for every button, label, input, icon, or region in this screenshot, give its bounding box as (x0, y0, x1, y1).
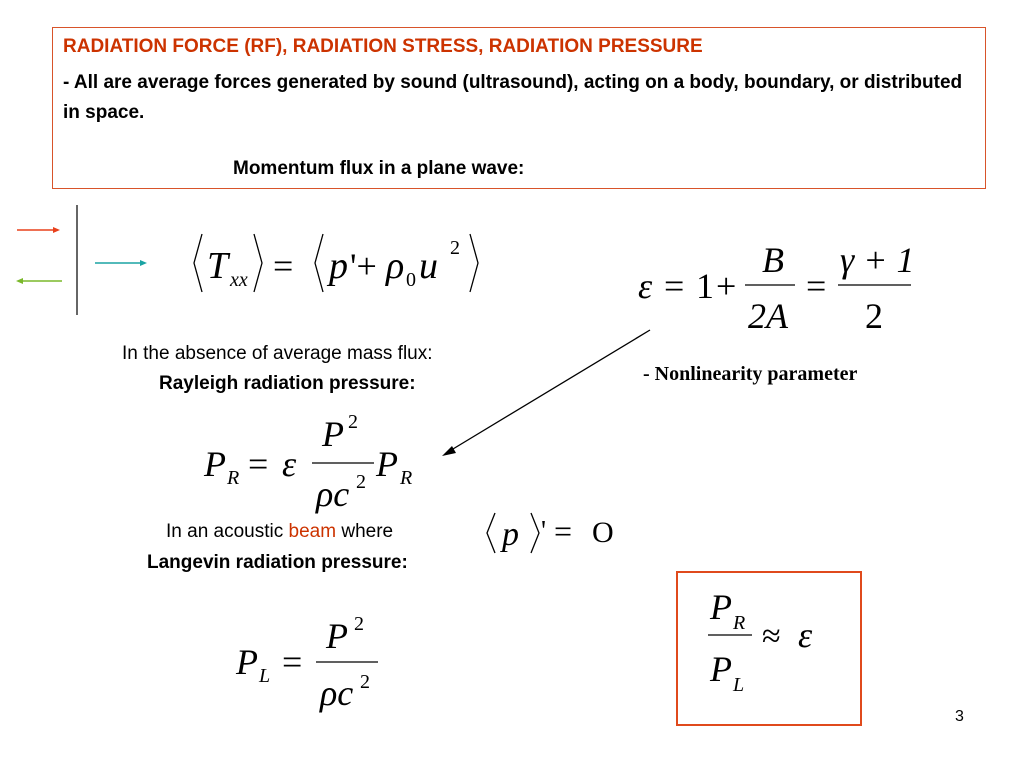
velocity-exponent: 2 (450, 237, 460, 259)
tensor-symbol: T (207, 245, 229, 287)
velocity-symbol: u (419, 245, 438, 287)
ratio-denominator-P: P (710, 649, 732, 689)
acoustic-suffix: where (336, 521, 394, 542)
pressure-symbol: p (502, 516, 519, 553)
denominator-rho-c: ρc (320, 673, 354, 713)
rayleigh-equation (196, 408, 436, 518)
left-angle-bracket (194, 234, 202, 292)
pressure-P: P (204, 444, 226, 484)
equals-sign: = (806, 266, 827, 306)
subscript-R: R (733, 612, 746, 634)
incident-arrow-head (53, 227, 60, 233)
denominator-rho-c: ρc (316, 474, 350, 514)
pressure-P: P (376, 444, 398, 484)
prime-mark: ' (541, 516, 547, 547)
approx-sign: ≈ (762, 618, 781, 655)
epsilon-symbol: ε (638, 266, 653, 306)
pointer-arrow-head (442, 446, 456, 456)
pressure-P: P (236, 642, 258, 682)
equals-sign: = (248, 444, 269, 484)
langevin-equation (230, 612, 390, 722)
rayleigh-label: Rayleigh radiation pressure: (159, 373, 416, 394)
numerator-P: P (322, 414, 344, 454)
right-angle-bracket (470, 234, 478, 292)
left-angle-bracket (487, 513, 495, 553)
epsilon-symbol: ε (282, 444, 297, 484)
reflected-arrow-head (16, 278, 23, 284)
right-angle-bracket (531, 513, 539, 553)
pointer-arrow (430, 320, 670, 460)
nonlinearity-label: - Nonlinearity parameter (643, 363, 858, 385)
beam-word: beam (288, 521, 337, 542)
zero-value: O (592, 516, 614, 549)
subscript-R: R (400, 467, 413, 489)
langevin-label: Langevin radiation pressure: (147, 552, 408, 573)
plus-sign: + (716, 266, 737, 306)
acoustic-beam-text (166, 521, 393, 543)
left-angle-bracket (315, 234, 323, 292)
momentum-flux-equation (190, 226, 500, 301)
ratio-equation (700, 583, 840, 703)
subscript-R: R (227, 467, 240, 489)
equals-sign: = (664, 266, 685, 306)
prime-plus: '+ (350, 246, 377, 286)
subscript-L: L (259, 665, 271, 687)
numerator-exponent: 2 (348, 411, 358, 433)
equals-sign: = (554, 513, 573, 549)
numerator-exponent: 2 (354, 613, 364, 635)
denominator-exponent: 2 (356, 471, 366, 493)
header-description: - All are average forces generated by sound (ultrasound), acting on a body, boundary, or distributed in space. (63, 72, 963, 123)
one-term: 1 (696, 266, 714, 306)
denominator-exponent: 2 (360, 671, 370, 693)
ratio-numerator-P: P (710, 587, 732, 627)
right-angle-bracket (254, 234, 262, 292)
density-symbol: ρ (386, 245, 405, 287)
denominator-two: 2 (865, 296, 883, 336)
tensor-subscript: xx (230, 269, 248, 291)
zero-mean-pressure-equation (482, 508, 642, 558)
absence-mass-flux-text: In the absence of average mass flux: (122, 343, 433, 364)
coefficient-B: B (762, 240, 784, 280)
acoustic-prefix: In an acoustic (166, 521, 289, 542)
wave-boundary-sketch (0, 195, 160, 320)
subscript-L: L (733, 674, 745, 696)
coefficient-2A: 2A (748, 296, 788, 336)
equals-sign: = (273, 246, 294, 286)
numerator-P: P (326, 616, 348, 656)
page-number: 3 (955, 708, 964, 725)
header-title: RADIATION FORCE (RF), RADIATION STRESS, RADIATION PRESSURE (63, 36, 703, 57)
equals-sign: = (282, 642, 303, 682)
transmitted-arrow-head (140, 260, 147, 266)
epsilon-symbol: ε (798, 615, 813, 655)
pointer-arrow-line (448, 330, 650, 452)
pressure-symbol: p (329, 245, 348, 287)
momentum-flux-label: Momentum flux in a plane wave: (233, 158, 525, 179)
density-subscript: 0 (406, 269, 416, 291)
gamma-plus-one: γ + 1 (840, 240, 915, 280)
nonlinearity-equation (630, 236, 920, 336)
